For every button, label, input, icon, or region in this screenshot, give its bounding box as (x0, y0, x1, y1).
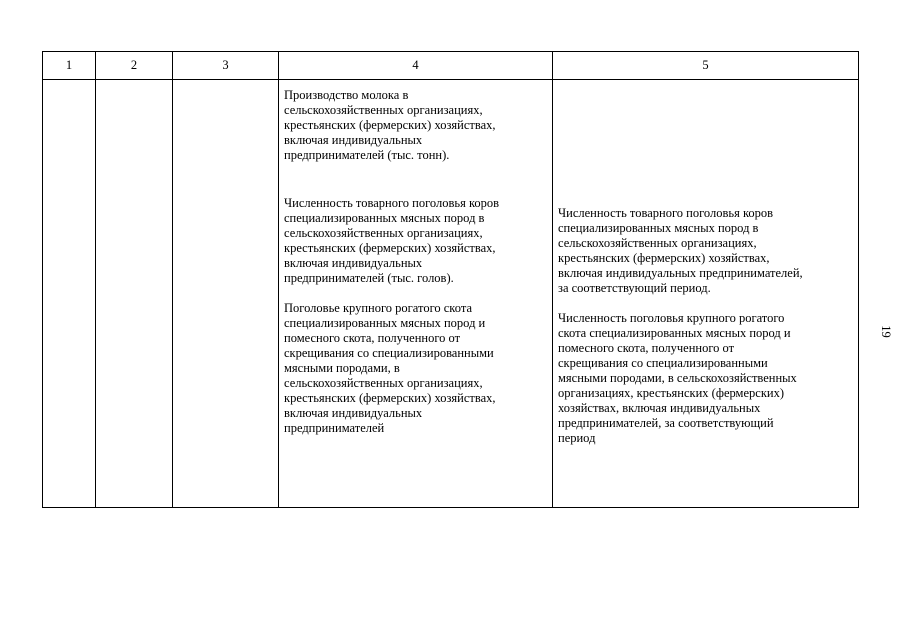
column-header-4: 4 (279, 52, 553, 80)
indicator-beef-cows-count: Численность товарного поголовья коров специализированных мясных пород в сельскохозяйственных организациях, крестьянских (фермерских) хозяйствах, включая индивидуальных предпринимателей (тыс. голов). (284, 196, 500, 285)
indicator-cattle-livestock: Поголовье крупного рогатого скота специализированных мясных пород и помесного скота, полученного от скрещивания со специализированными мясными породами, в сельскохозяйственных организациях, крестьянских (фермерских) хозяйствах, включая индивидуальных предпринимателей (284, 301, 496, 435)
cell-col-1 (43, 80, 96, 508)
method-beef-cows-count: Численность товарного поголовья коров специализированных мясных пород в сельскохозяйственных организациях, крестьянских (фермерских) хозяйствах, включая индивидуальных предпринимателей, за соответствующий период. (558, 206, 803, 295)
header-row (43, 52, 859, 80)
cell-col-3 (173, 80, 279, 508)
column-header-3: 3 (173, 52, 279, 80)
indicators-table (42, 51, 859, 508)
page-number: 19 (878, 325, 893, 338)
table-row (43, 80, 859, 508)
cell-col-2 (96, 80, 173, 508)
cell-col-4 (279, 80, 553, 508)
method-cattle-livestock: Численность поголовья крупного рогатого скота специализированных мясных пород и помесного скота, полученного от скрещивания со специализированными мясными породами, в сельскохозяйственных организациях, крестьянских (фермерских) хозяйствах, включая индивидуальных предпринимателей, за соответствующий период (558, 311, 797, 445)
cell-col-5 (553, 80, 859, 508)
column-header-5: 5 (553, 52, 859, 80)
indicator-milk-production: Производство молока в сельскохозяйственных организациях, крестьянских (фермерских) хозяйствах, включая индивидуальных предпринимателей (тыс. тонн). (284, 88, 496, 162)
column-header-2: 2 (96, 52, 173, 80)
column-header-1: 1 (43, 52, 96, 80)
